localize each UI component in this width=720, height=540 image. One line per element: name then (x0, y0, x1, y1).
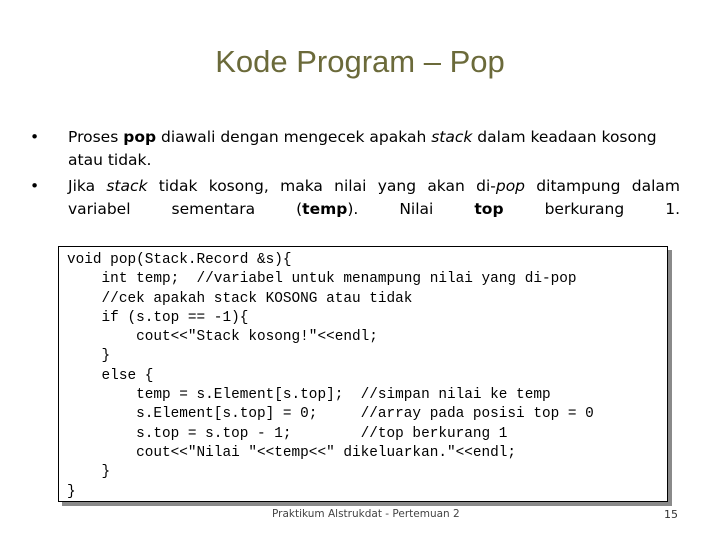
bullet-text-part: ditampung dalam variabel sementara ( (68, 177, 680, 218)
bullet-text-part: diawali dengan mengecek apakah (156, 128, 432, 146)
code-line: else { (67, 367, 154, 384)
code-line: s.top = s.top - 1; //top berkurang 1 (67, 425, 508, 442)
bullet-item-1 (30, 126, 680, 172)
bullet-text-part: pop (123, 128, 157, 146)
code-line: void pop(Stack.Record &s){ (67, 252, 292, 268)
code-line: //cek apakah stack KOSONG atau tidak (67, 290, 413, 307)
code-line: } (67, 348, 111, 365)
slide-title: Kode Program – Pop (215, 44, 505, 79)
code-line: temp = s.Element[s.top]; //simpan nilai ke temp (67, 387, 551, 404)
code-line: if (s.top == -1){ (67, 309, 249, 326)
code-line: } (67, 464, 111, 481)
bullet-text-part: Proses (68, 128, 124, 146)
code-line: s.Element[s.top] = 0; //array pada posisi top = 0 (67, 406, 594, 423)
bullet-text-part: tidak kosong, maka nilai yang akan di- (147, 177, 496, 195)
bullet-text-part: top (474, 200, 504, 218)
bullet-text-part: stack (106, 177, 148, 195)
code-line: int temp; //variabel untuk menampung nilai yang di-pop (67, 271, 577, 288)
code-block (58, 246, 668, 502)
bullet-text-part: berkurang 1. (503, 200, 681, 218)
bullet-text-part: dalam keadaan kosong atau tidak. (68, 128, 657, 169)
bullet-list (30, 126, 680, 247)
slide-footer: Praktikum Alstrukdat - Pertemuan 2 (272, 508, 460, 520)
bullet-marker: • (30, 128, 40, 146)
code-line: } (67, 483, 76, 500)
bullet-text-part: ). Nilai (347, 200, 475, 218)
bullet-item-2 (30, 175, 680, 244)
bullet-text-part: pop (495, 177, 526, 195)
bullet-marker: • (30, 177, 40, 195)
bullet-text-part: stack (431, 128, 473, 146)
bullet-text-part: Jika (68, 177, 107, 195)
bullet-text-part: temp (302, 200, 348, 218)
page-number: 15 (664, 508, 678, 521)
code-line: cout<<"Nilai "<<temp<<" dikeluarkan."<<endl; (67, 444, 517, 461)
code-line: cout<<"Stack kosong!"<<endl; (67, 329, 378, 346)
code-listing (59, 247, 667, 502)
